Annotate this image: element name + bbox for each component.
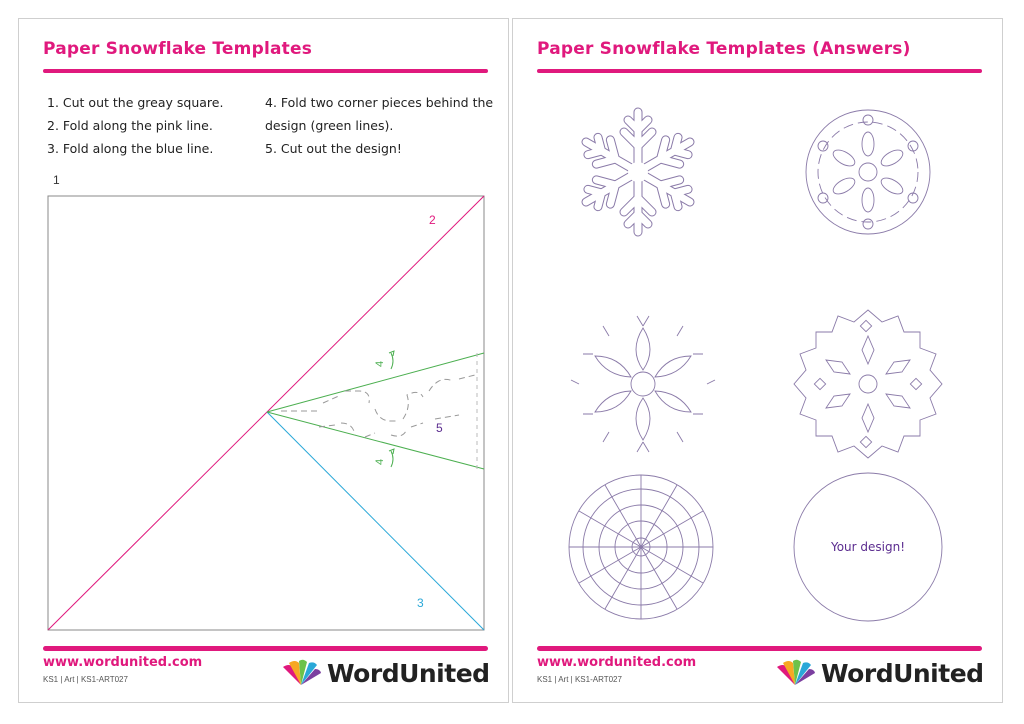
logo-fan-icon (281, 659, 321, 687)
blue-fold-line (267, 412, 484, 630)
footer-divider (43, 646, 488, 651)
footer-code: KS1 | Art | KS1-ART027 (43, 675, 128, 684)
design-label: 5 (436, 421, 443, 435)
page-title: Paper Snowflake Templates (43, 39, 313, 59)
pink-line-label: 2 (429, 213, 436, 227)
fold-label: 4 (374, 458, 386, 465)
instruction-item: 4. Fold two corner pieces behind the (265, 95, 494, 110)
corner-label: 1 (53, 173, 60, 187)
footer-code: KS1 | Art | KS1-ART027 (537, 675, 622, 684)
your-design-label: Your design! (830, 540, 906, 554)
snowflake-answer-icon (806, 110, 930, 234)
page-title: Paper Snowflake Templates (Answers) (537, 39, 911, 59)
instruction-item: 2. Fold along the pink line. (47, 118, 213, 133)
logo-text: WordUnited (821, 658, 984, 688)
logo-fan-icon (775, 659, 815, 687)
snowflake-answer-icon (579, 112, 697, 232)
fold-diagram (19, 19, 510, 704)
template-page (18, 18, 509, 703)
instruction-item: 3. Fold along the blue line. (47, 141, 214, 156)
footer-divider (537, 646, 982, 651)
wordunited-logo (775, 655, 984, 691)
instruction-item: design (green lines). (265, 118, 394, 133)
cut-design-lines (281, 375, 475, 437)
wordunited-logo (281, 655, 490, 691)
fold-label: 4 (374, 360, 386, 367)
footer-url[interactable]: www.wordunited.com (43, 655, 203, 670)
snowflake-answer-icon (794, 310, 942, 458)
logo-text: WordUnited (327, 658, 490, 688)
blue-line-label: 3 (417, 596, 424, 610)
instruction-item: 5. Cut out the design! (265, 141, 402, 156)
snowflake-answer-icon (569, 475, 713, 619)
snowflake-gallery (513, 19, 1004, 619)
snowflake-answer-icon (571, 316, 715, 452)
footer-url[interactable]: www.wordunited.com (537, 655, 697, 670)
answers-page (512, 18, 1003, 703)
instruction-item: 1. Cut out the greay square. (47, 95, 224, 110)
